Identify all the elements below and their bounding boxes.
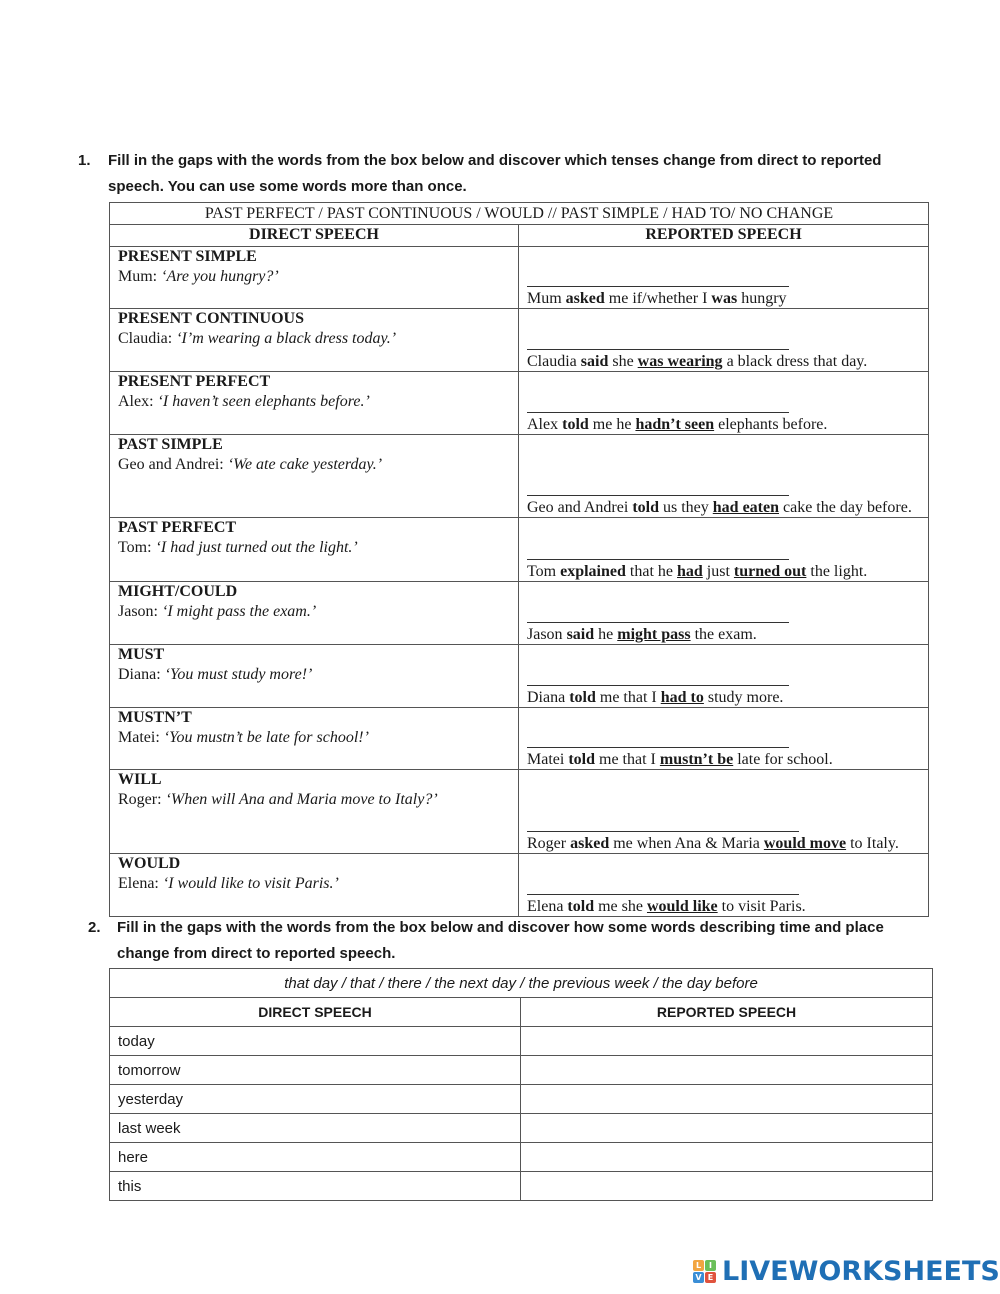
reported-verb-answer: hadn’t seen — [635, 416, 715, 433]
tense-row — [110, 309, 929, 372]
tenses-word-box: PAST PERFECT / PAST CONTINUOUS / WOULD // PAST SIMPLE / HAD TO/ NO CHANGE — [110, 203, 929, 225]
reported-verb-answer: might pass — [617, 626, 691, 643]
reported-text: a black dress that day. — [722, 353, 868, 370]
answer-gap-line[interactable] — [527, 269, 789, 287]
direct-quote: ‘I haven’t seen elephants before.’ — [157, 393, 370, 410]
answer-gap-line[interactable] — [527, 730, 789, 748]
time-place-word-box: that day / that / there / the next day / the previous week / the day before — [110, 969, 933, 998]
reported-text: Diana — [527, 689, 570, 706]
reported-sentence — [527, 416, 827, 433]
reported-text: us they — [658, 499, 713, 516]
direct-speech-cell — [110, 372, 519, 435]
direct-quote: ‘Are you hungry?’ — [161, 268, 279, 285]
reported-speech-cell — [519, 372, 929, 435]
reported-answer-cell[interactable] — [521, 1027, 933, 1056]
logo-letter-v: V — [693, 1272, 704, 1283]
direct-sentence — [118, 392, 514, 412]
direct-quote: ‘I’m wearing a black dress today.’ — [176, 330, 397, 347]
reported-verb-answer: mustn’t be — [659, 751, 734, 768]
answer-gap-line[interactable] — [527, 542, 789, 560]
logo-letter-i: I — [705, 1260, 716, 1271]
tense-name: PRESENT CONTINUOUS — [118, 310, 304, 327]
exercise-1-number: 1. — [78, 152, 91, 169]
reported-text: Elena — [527, 898, 568, 915]
reported-text: me he — [588, 416, 636, 433]
direct-quote: ‘We ate cake yesterday.’ — [227, 456, 383, 473]
direct-sentence — [118, 790, 514, 810]
reported-answer-cell[interactable] — [521, 1143, 933, 1172]
reported-sentence — [527, 290, 787, 307]
tense-name: WOULD — [118, 855, 181, 872]
time-place-row — [110, 1027, 933, 1056]
reported-text: me if/whether I — [604, 290, 712, 307]
tense-name: PRESENT SIMPLE — [118, 248, 257, 265]
tense-row — [110, 770, 929, 854]
reported-speech-cell — [519, 309, 929, 372]
tense-row — [110, 435, 929, 518]
reported-speech-cell — [519, 582, 929, 645]
direct-quote: ‘You mustn’t be late for school!’ — [163, 729, 369, 746]
speaker-name: Mum: — [118, 268, 158, 285]
reported-speech-cell — [519, 518, 929, 582]
reported-speech-cell — [519, 435, 929, 518]
tense-name: PRESENT PERFECT — [118, 373, 271, 390]
speaker-name: Jason: — [118, 603, 158, 620]
tense-row — [110, 854, 929, 917]
direct-speech-cell — [110, 247, 519, 309]
reporting-verb: asked — [565, 290, 605, 307]
time-place-row — [110, 1172, 933, 1201]
reported-speech-cell — [519, 645, 929, 708]
direct-quote: ‘You must study more!’ — [164, 666, 313, 683]
reporting-verb: said — [566, 626, 595, 643]
time-place-row — [110, 1085, 933, 1114]
speaker-name: Matei: — [118, 729, 160, 746]
reported-text: Geo and Andrei — [527, 499, 633, 516]
tense-row — [110, 645, 929, 708]
direct-speech-header: DIRECT SPEECH — [110, 998, 521, 1027]
direct-sentence — [118, 874, 514, 894]
answer-gap-line[interactable] — [527, 395, 789, 413]
reported-text: Mum — [527, 290, 566, 307]
reporting-verb: asked — [570, 835, 610, 852]
speaker-name: Roger: — [118, 791, 162, 808]
direct-sentence — [118, 267, 514, 287]
reported-sentence — [527, 835, 899, 852]
direct-speech-cell — [110, 309, 519, 372]
reported-text: just — [702, 563, 734, 580]
exercise-1-instruction — [78, 148, 908, 200]
direct-sentence — [118, 329, 514, 349]
speaker-name: Elena: — [118, 875, 159, 892]
logo-wordmark: LIVEWORKSHEETS — [722, 1255, 1000, 1287]
reported-answer-cell[interactable] — [521, 1085, 933, 1114]
reporting-verb: told — [568, 751, 595, 768]
answer-gap-line[interactable] — [527, 668, 789, 686]
reported-sentence — [527, 751, 833, 768]
reported-text: cake the day before. — [779, 499, 912, 516]
time-place-row — [110, 1143, 933, 1172]
exercise-2-number: 2. — [88, 919, 101, 936]
reported-text: Roger — [527, 835, 571, 852]
reported-sentence — [527, 353, 867, 370]
direct-word: here — [110, 1143, 521, 1172]
direct-quote: ‘I had just turned out the light.’ — [155, 539, 358, 556]
direct-word: today — [110, 1027, 521, 1056]
reported-speech-header: REPORTED SPEECH — [521, 998, 933, 1027]
direct-quote: ‘I might pass the exam.’ — [162, 603, 317, 620]
direct-sentence — [118, 602, 514, 622]
answer-gap-line[interactable] — [527, 332, 789, 350]
reported-sentence — [527, 563, 867, 580]
reported-text: that he — [625, 563, 677, 580]
tense-row — [110, 247, 929, 309]
logo-letter-e: E — [705, 1272, 716, 1283]
reported-verb-answer: would like — [646, 898, 718, 915]
tense-name: PAST SIMPLE — [118, 436, 223, 453]
speaker-name: Geo and Andrei: — [118, 456, 224, 473]
reported-text: hungry — [737, 290, 787, 307]
time-place-row — [110, 1114, 933, 1143]
reported-text: me she — [594, 898, 647, 915]
logo-letter-l: L — [693, 1260, 704, 1271]
exercise-2-text: Fill in the gaps with the words from the box below and discover how some words describing time and place change from direct to reported speech. — [117, 919, 884, 962]
reporting-verb: was — [711, 290, 738, 307]
direct-speech-cell — [110, 645, 519, 708]
direct-speech-cell — [110, 582, 519, 645]
tense-row — [110, 582, 929, 645]
direct-speech-cell — [110, 854, 519, 917]
reporting-verb: said — [580, 353, 609, 370]
direct-speech-cell — [110, 708, 519, 770]
reported-text: the exam. — [690, 626, 757, 643]
liveworksheets-logo — [693, 1254, 1000, 1288]
tense-row — [110, 372, 929, 435]
reported-speech-header: REPORTED SPEECH — [519, 225, 929, 247]
reported-text: me when Ana & Maria — [609, 835, 764, 852]
reported-text: to Italy. — [846, 835, 899, 852]
answer-gap-line[interactable] — [527, 877, 799, 895]
direct-quote: ‘I would like to visit Paris.’ — [162, 875, 339, 892]
reported-verb-answer: was wearing — [637, 353, 723, 370]
reported-sentence — [527, 898, 806, 915]
reporting-verb: told — [562, 416, 589, 433]
reporting-verb: told — [567, 898, 595, 915]
direct-sentence — [118, 455, 514, 475]
reported-answer-cell[interactable] — [521, 1114, 933, 1143]
direct-word: tomorrow — [110, 1056, 521, 1085]
reported-text: Alex — [527, 416, 563, 433]
time-place-table — [109, 968, 933, 1201]
direct-word: last week — [110, 1114, 521, 1143]
speaker-name: Tom: — [118, 539, 152, 556]
tenses-table — [109, 202, 929, 917]
reported-text: me that I — [595, 689, 661, 706]
tense-row — [110, 518, 929, 582]
direct-word: yesterday — [110, 1085, 521, 1114]
reported-text: the light. — [806, 563, 868, 580]
exercise-1-text: Fill in the gaps with the words from the box below and discover which tenses change from direct to reported speech. You can use some words more than once. — [108, 152, 882, 195]
reported-text: to visit Paris. — [717, 898, 806, 915]
reported-text: Claudia — [527, 353, 581, 370]
reported-text: he — [594, 626, 618, 643]
direct-speech-header: DIRECT SPEECH — [110, 225, 519, 247]
direct-sentence — [118, 665, 514, 685]
tense-name: WILL — [118, 771, 162, 788]
reported-text: elephants before. — [714, 416, 828, 433]
reported-text: Jason — [527, 626, 567, 643]
logo-mark-icon — [693, 1260, 716, 1283]
direct-word: this — [110, 1172, 521, 1201]
reported-verb-answer: had to — [660, 689, 704, 706]
reporting-verb: told — [569, 689, 596, 706]
reported-sentence — [527, 626, 757, 643]
reported-answer-cell[interactable] — [521, 1056, 933, 1085]
speaker-name: Alex: — [118, 393, 154, 410]
reported-verb-answer: turned out — [733, 563, 807, 580]
exercise-2-instruction — [88, 915, 918, 967]
time-place-row — [110, 1056, 933, 1085]
tense-name: MUST — [118, 646, 165, 663]
tense-name: MIGHT/COULD — [118, 583, 238, 600]
reported-speech-cell — [519, 854, 929, 917]
answer-gap-line[interactable] — [527, 814, 799, 832]
direct-sentence — [118, 538, 514, 558]
reported-speech-cell — [519, 770, 929, 854]
reported-speech-cell — [519, 708, 929, 770]
reporting-verb: explained — [560, 563, 626, 580]
speaker-name: Claudia: — [118, 330, 173, 347]
reported-verb-answer: had — [677, 563, 703, 580]
reported-verb-answer: had eaten — [712, 499, 779, 516]
direct-quote: ‘When will Ana and Maria move to Italy?’ — [165, 791, 438, 808]
reported-text: me that I — [595, 751, 660, 768]
direct-sentence — [118, 728, 514, 748]
reported-text: Tom — [527, 563, 561, 580]
tense-name: MUSTN’T — [118, 709, 192, 726]
reported-speech-cell — [519, 247, 929, 309]
reported-sentence — [527, 499, 912, 516]
reported-text: she — [608, 353, 638, 370]
direct-speech-cell — [110, 435, 519, 518]
speaker-name: Diana: — [118, 666, 161, 683]
reporting-verb: told — [632, 499, 659, 516]
answer-gap-line[interactable] — [527, 605, 789, 623]
answer-gap-line[interactable] — [527, 478, 789, 496]
tense-name: PAST PERFECT — [118, 519, 237, 536]
tense-row — [110, 708, 929, 770]
direct-speech-cell — [110, 518, 519, 582]
reported-sentence — [527, 689, 783, 706]
reported-text: study more. — [703, 689, 784, 706]
reported-answer-cell[interactable] — [521, 1172, 933, 1201]
reported-text: Matei — [527, 751, 569, 768]
reported-text: late for school. — [733, 751, 833, 768]
reported-verb-answer: would move — [763, 835, 847, 852]
direct-speech-cell — [110, 770, 519, 854]
